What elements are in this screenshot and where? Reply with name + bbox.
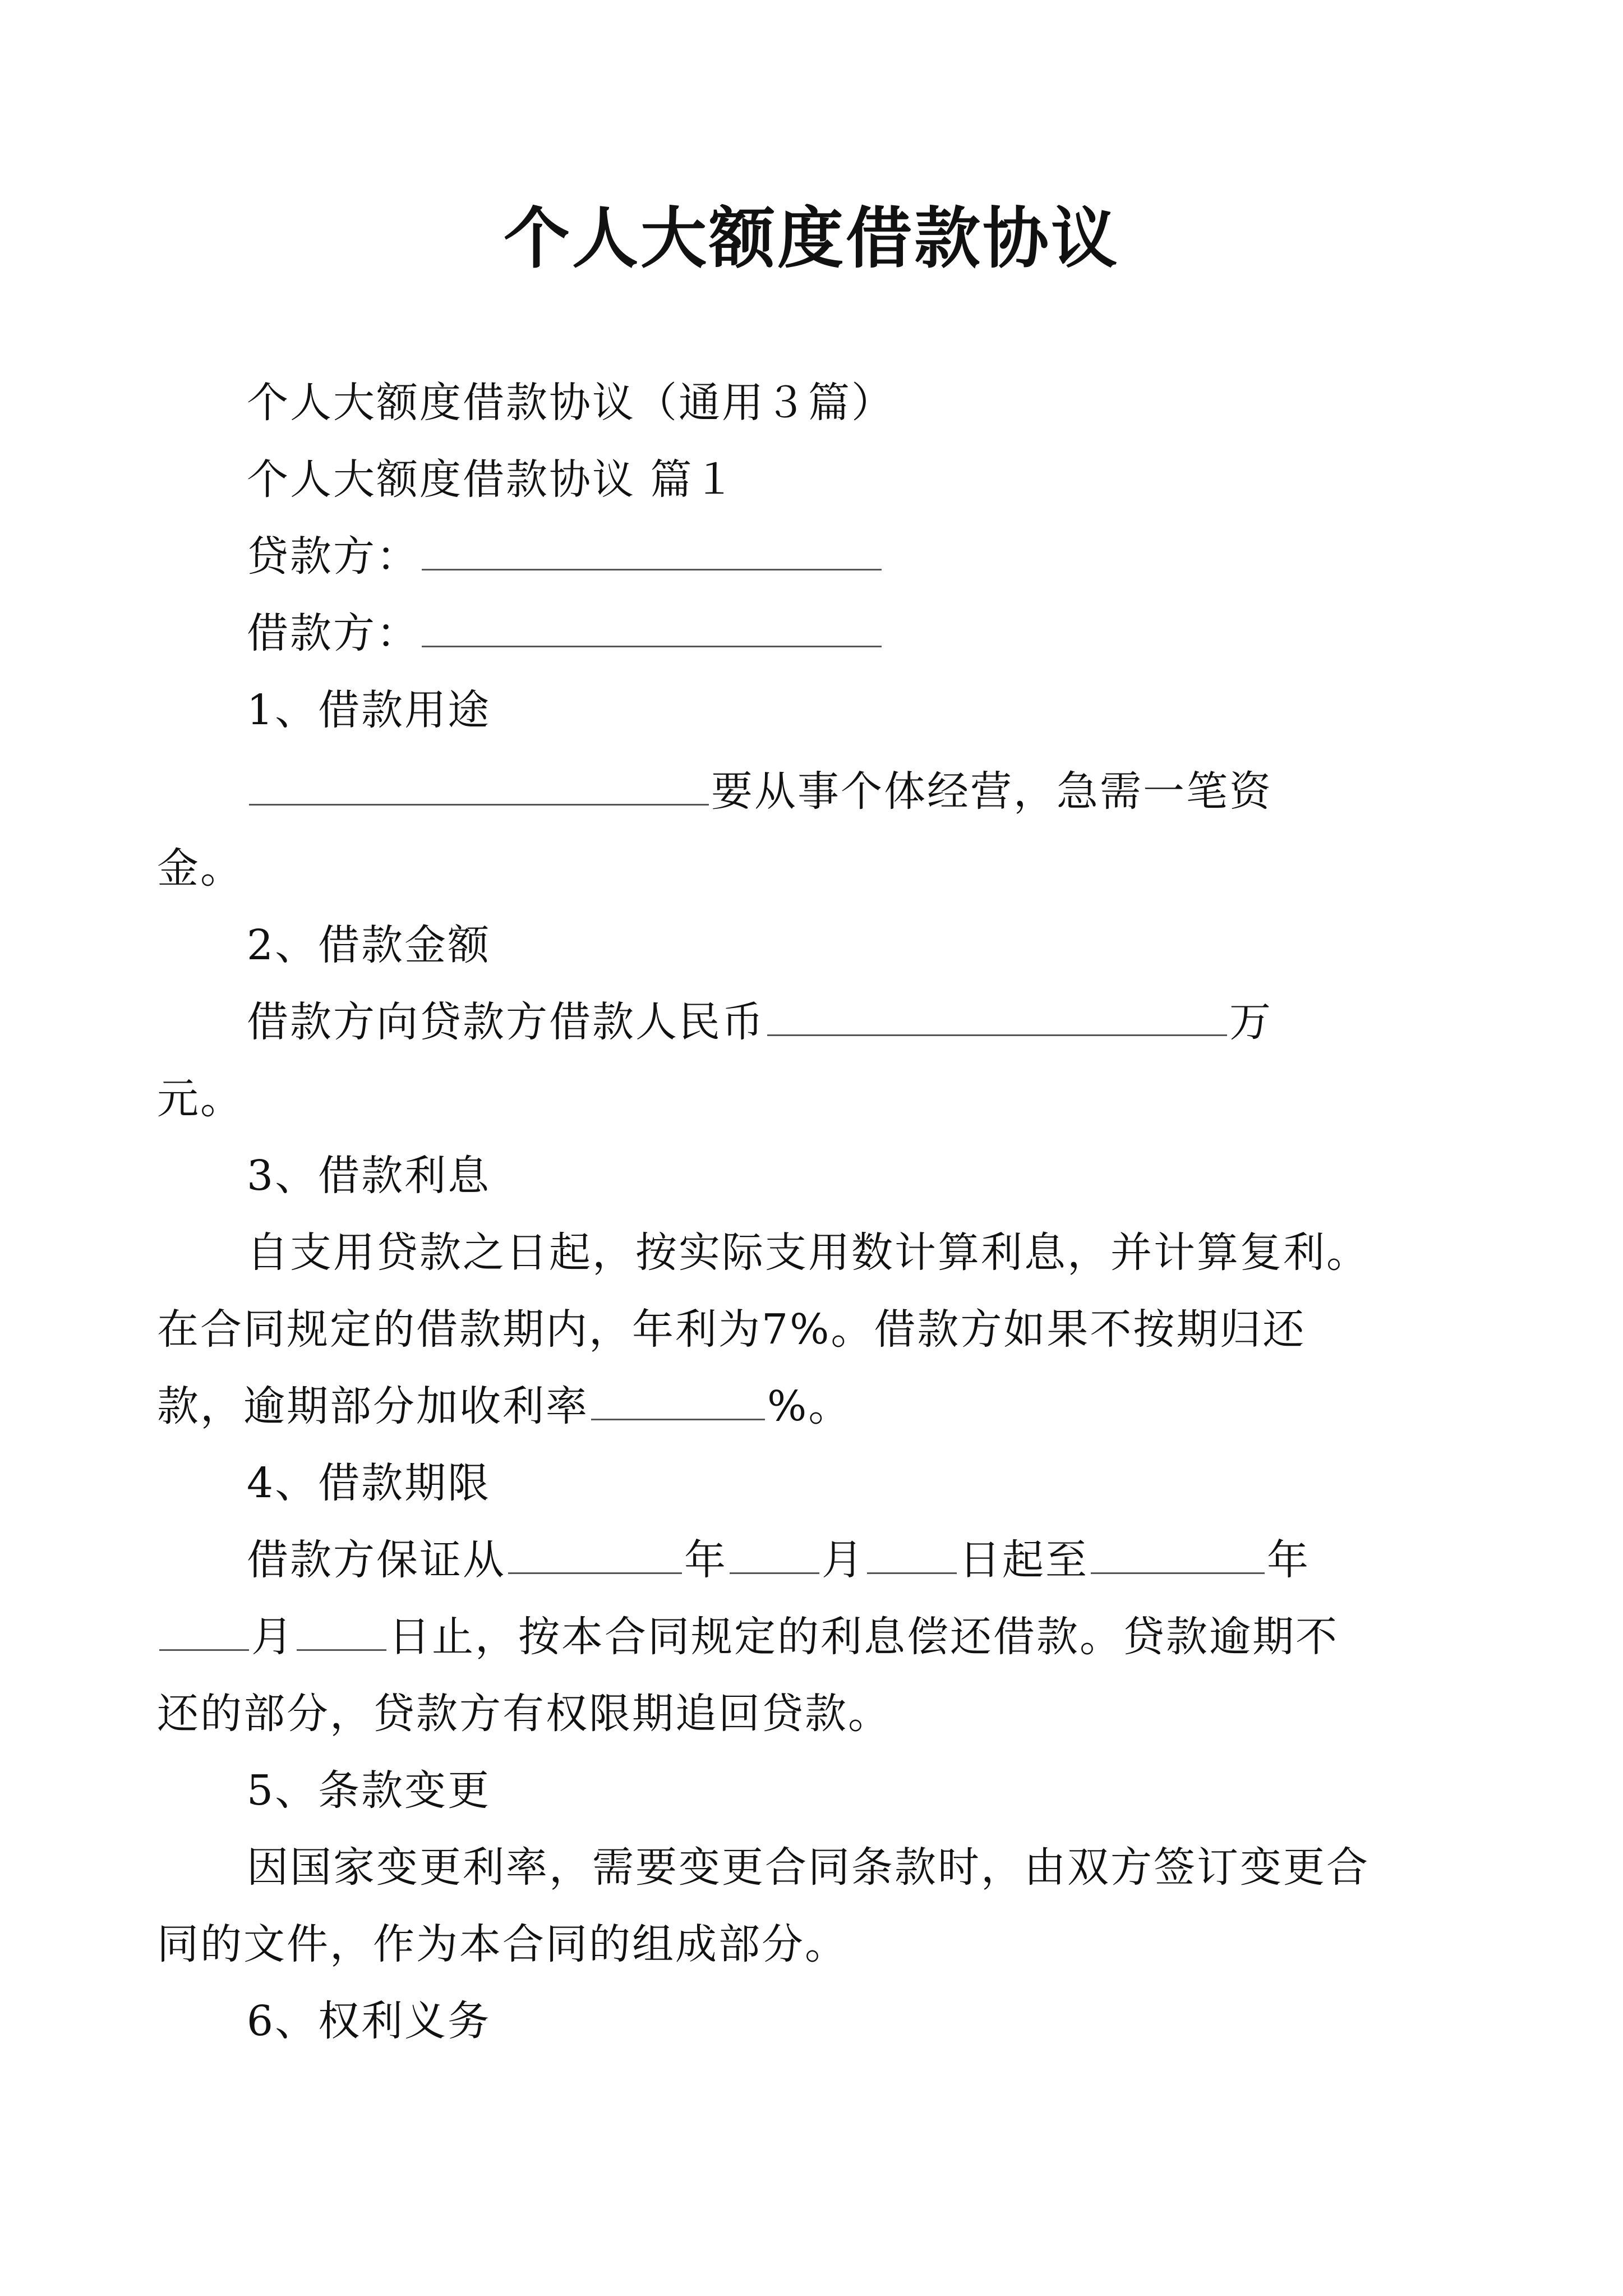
paragraph-text: 年 (1267, 1536, 1310, 1584)
paragraph (157, 1214, 1380, 1445)
amount-blank (767, 995, 1227, 1036)
lender-line (247, 518, 1380, 595)
paragraph (247, 753, 1380, 830)
overdue-rate-blank (591, 1379, 765, 1420)
start-year-blank (508, 1533, 682, 1574)
paragraph-text: 日止，按本合同规定的利息偿还借款。贷款逾期不还的部分，贷款方有权限期追回贷款。 (157, 1613, 1339, 1738)
paragraph-continuation: 金。 (157, 844, 243, 892)
paragraph-text: 万 (1229, 998, 1272, 1046)
end-month-blank (159, 1610, 249, 1651)
section-heading: 3、借款利息 (247, 1152, 491, 1200)
paragraph-text: 自支用贷款之日起，按实际支用数计算利息，并计算复利。在合同规定的借款期内，年利为7%。借款方如果不按期归还款，逾期部分加收利率 (157, 1228, 1370, 1430)
section-heading: 4、借款期限 (247, 1459, 491, 1507)
end-year-blank (1091, 1533, 1265, 1574)
doc-section-title: 个人大额度借款协议 篇１ (247, 455, 737, 504)
doc-subtitle: 个人大额度借款协议（通用３篇） (247, 379, 895, 427)
purpose-blank (249, 765, 709, 806)
start-month-blank (730, 1533, 819, 1574)
section-heading: 1、借款用途 (247, 686, 491, 734)
lender-label: 贷款方： (247, 532, 419, 581)
paragraph: 因国家变更利率，需要变更合同条款时，由双方签订变更合同的文件，作为本合同的组成部分。 (157, 1843, 1370, 1968)
paragraph-text: 月 (251, 1613, 294, 1661)
paragraph-text: 借款方保证从 (247, 1536, 506, 1584)
paragraph-text: 日起至 (959, 1536, 1089, 1584)
borrower-blank (422, 606, 882, 647)
paragraph (247, 984, 1380, 1061)
paragraph-text: %。 (767, 1382, 852, 1430)
borrower-line (247, 595, 1380, 672)
section-heading: 6、权利义务 (247, 1997, 491, 2045)
paragraph-text: 年 (684, 1536, 727, 1584)
paragraph-text: 要从事个体经营，急需一笔资 (711, 767, 1272, 816)
document-title: 个人大额度借款协议 (503, 199, 1119, 277)
borrower-label: 借款方： (247, 609, 419, 657)
lender-blank (422, 530, 882, 570)
paragraph-continuation: 元。 (157, 1075, 243, 1123)
paragraph (157, 1522, 1380, 1752)
document-body (157, 365, 1380, 2060)
start-day-blank (867, 1533, 957, 1574)
end-day-blank (297, 1610, 386, 1651)
section-heading: 2、借款金额 (247, 921, 491, 969)
section-heading: 5、条款变更 (247, 1766, 491, 1815)
paragraph-text: 月 (822, 1536, 865, 1584)
paragraph-text: 借款方向贷款方借款人民币 (247, 998, 765, 1046)
